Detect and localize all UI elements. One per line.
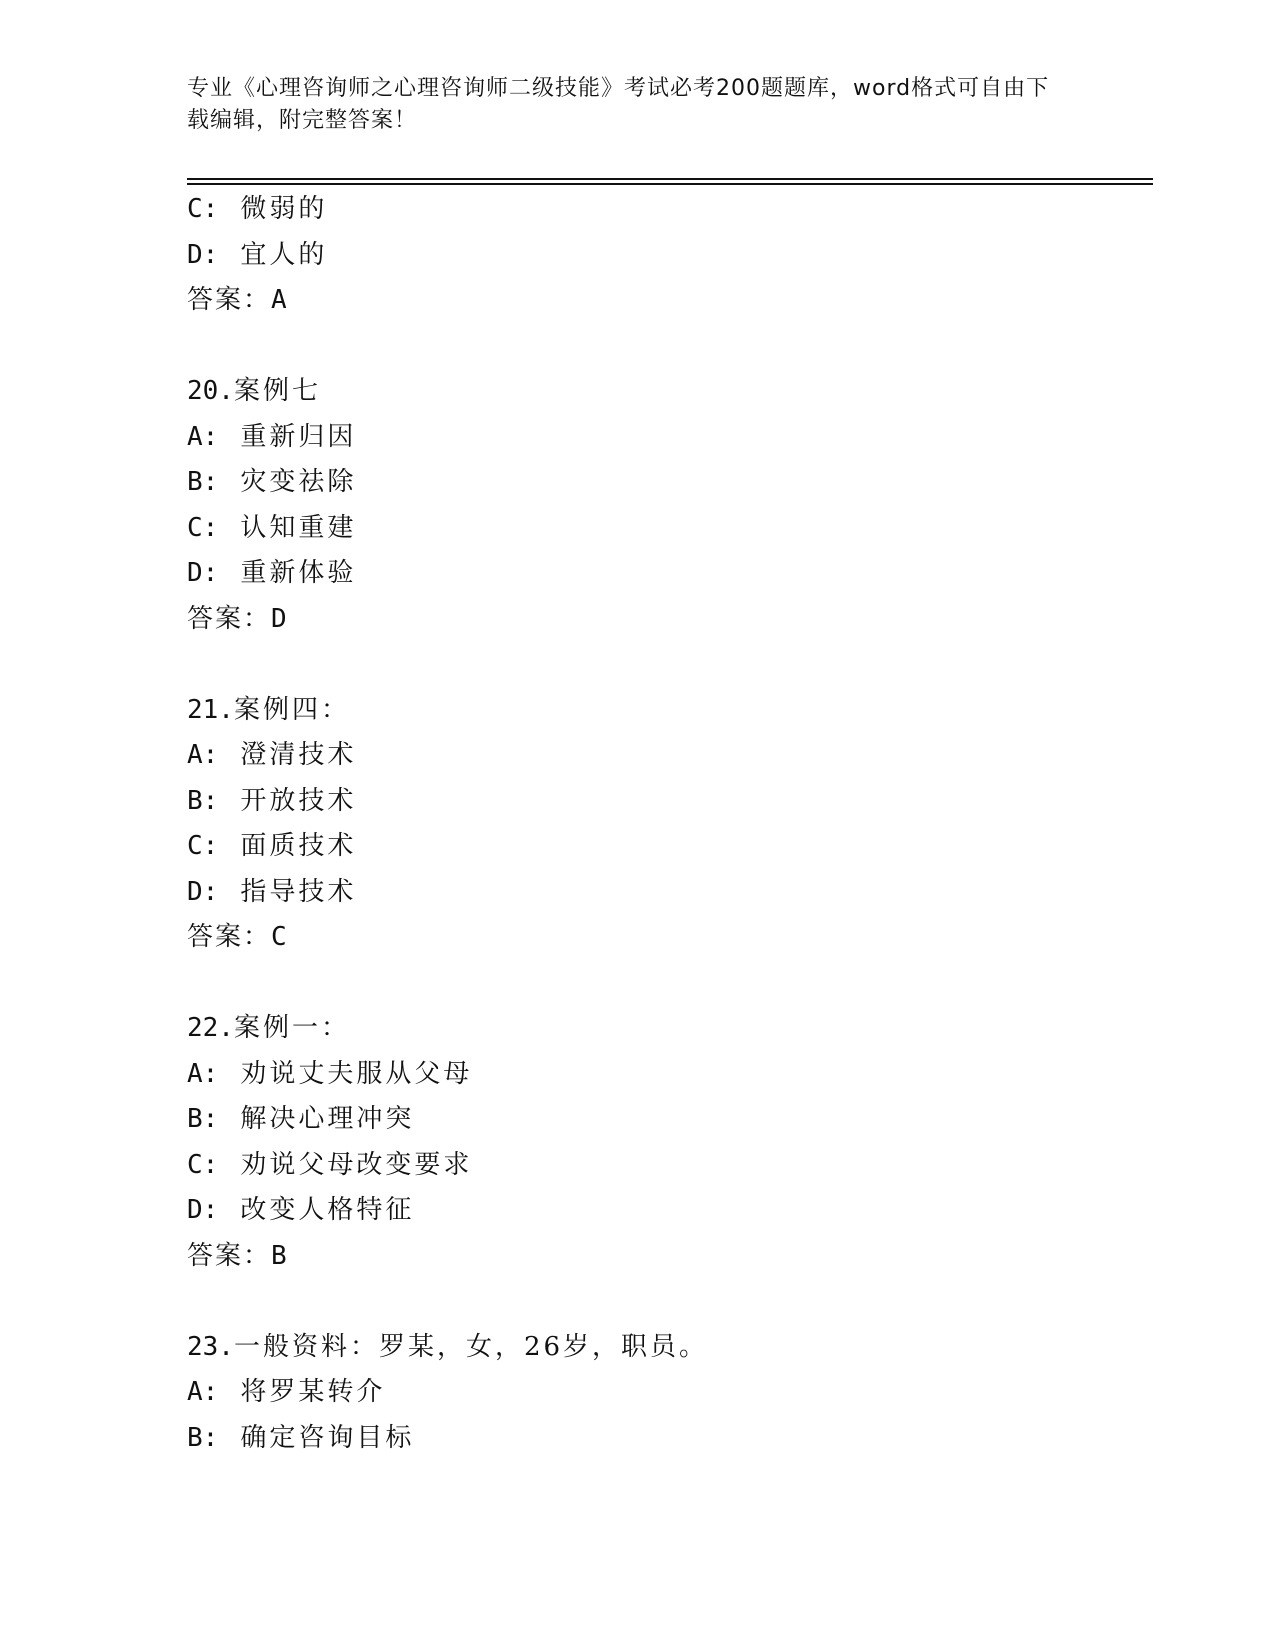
option-line xyxy=(187,233,1137,279)
question-content xyxy=(187,187,1137,1461)
option-line xyxy=(187,551,1137,597)
option-prefix: B: xyxy=(187,785,219,816)
option-prefix: D: xyxy=(187,1195,219,1225)
option-text: 指导技术 xyxy=(240,876,357,907)
answer-label: 答案： xyxy=(187,285,272,315)
option-line xyxy=(187,1416,1137,1462)
option-line xyxy=(187,1370,1137,1416)
answer-label: 答案： xyxy=(187,922,272,952)
option-text: 认知重建 xyxy=(240,512,357,543)
question-block xyxy=(187,369,1137,642)
option-line xyxy=(187,1052,1137,1098)
option-line xyxy=(187,870,1137,916)
question-number: 23. xyxy=(187,1331,234,1362)
option-prefix: A: xyxy=(187,740,219,770)
question-block xyxy=(187,688,1137,961)
option-line xyxy=(187,1097,1137,1143)
answer-value: D xyxy=(271,603,289,634)
document-header: 专业《心理咨询师之心理咨询师二级技能》考试必考200题题库，word格式可自由下载编辑，附完整答案！ xyxy=(187,76,1050,133)
option-line xyxy=(187,1188,1137,1234)
option-text: 解决心理冲突 xyxy=(240,1104,415,1134)
question-block xyxy=(187,1325,1137,1462)
option-prefix: C: xyxy=(187,512,219,543)
option-prefix: A: xyxy=(187,421,219,452)
option-line xyxy=(187,506,1137,552)
option-prefix: D: xyxy=(187,239,219,270)
option-line xyxy=(187,415,1137,461)
answer-line xyxy=(187,597,1137,643)
option-line xyxy=(187,460,1137,506)
option-line xyxy=(187,1143,1137,1189)
option-prefix: B: xyxy=(187,467,219,497)
header-rule-top xyxy=(187,178,1153,180)
option-text: 劝说丈夫服从父母 xyxy=(240,1058,473,1089)
option-text: 开放技术 xyxy=(240,785,357,816)
question-number: 20. xyxy=(187,376,234,406)
answer-line xyxy=(187,1234,1137,1280)
question-stem-text: 案例七 xyxy=(233,376,321,406)
option-prefix: A: xyxy=(187,1058,219,1089)
option-text: 将罗某转介 xyxy=(240,1377,386,1407)
question-stem-text: 案例一： xyxy=(233,1013,350,1043)
answer-value: A xyxy=(271,285,289,315)
answer-value: B xyxy=(271,1240,289,1271)
option-text: 重新归因 xyxy=(240,421,357,452)
option-text: 宜人的 xyxy=(240,239,328,270)
option-text: 微弱的 xyxy=(240,194,328,224)
answer-line xyxy=(187,278,1137,324)
answer-label: 答案： xyxy=(187,1240,272,1271)
question-number: 22. xyxy=(187,1013,234,1043)
option-line xyxy=(187,733,1137,779)
option-line xyxy=(187,187,1137,233)
question-number: 21. xyxy=(187,694,234,725)
option-prefix: D: xyxy=(187,876,219,907)
option-text: 改变人格特征 xyxy=(240,1195,415,1225)
option-prefix: B: xyxy=(187,1104,219,1134)
question-stem-text: 案例四： xyxy=(233,694,350,725)
header-rule-bottom xyxy=(187,183,1153,185)
option-text: 面质技术 xyxy=(240,831,357,861)
carryover-block xyxy=(187,187,1137,324)
option-prefix: D: xyxy=(187,558,219,588)
question-stem xyxy=(187,369,1137,415)
option-prefix: C: xyxy=(187,1149,219,1180)
option-line xyxy=(187,824,1137,870)
option-prefix: A: xyxy=(187,1377,219,1407)
option-prefix: C: xyxy=(187,194,219,224)
question-stem xyxy=(187,1006,1137,1052)
answer-label: 答案： xyxy=(187,603,272,634)
option-line xyxy=(187,779,1137,825)
option-text: 灾变祛除 xyxy=(240,467,357,497)
question-stem xyxy=(187,688,1137,734)
option-text: 重新体验 xyxy=(240,558,357,588)
question-block xyxy=(187,1006,1137,1279)
option-text: 劝说父母改变要求 xyxy=(240,1149,473,1180)
answer-line xyxy=(187,915,1137,961)
question-stem xyxy=(187,1325,1137,1371)
option-text: 确定咨询目标 xyxy=(240,1422,415,1453)
option-prefix: B: xyxy=(187,1422,219,1453)
option-prefix: C: xyxy=(187,831,219,861)
option-text: 澄清技术 xyxy=(240,740,357,770)
answer-value: C xyxy=(271,922,289,952)
question-stem-text: 一般资料：罗某，女，26岁，职员。 xyxy=(233,1331,709,1362)
